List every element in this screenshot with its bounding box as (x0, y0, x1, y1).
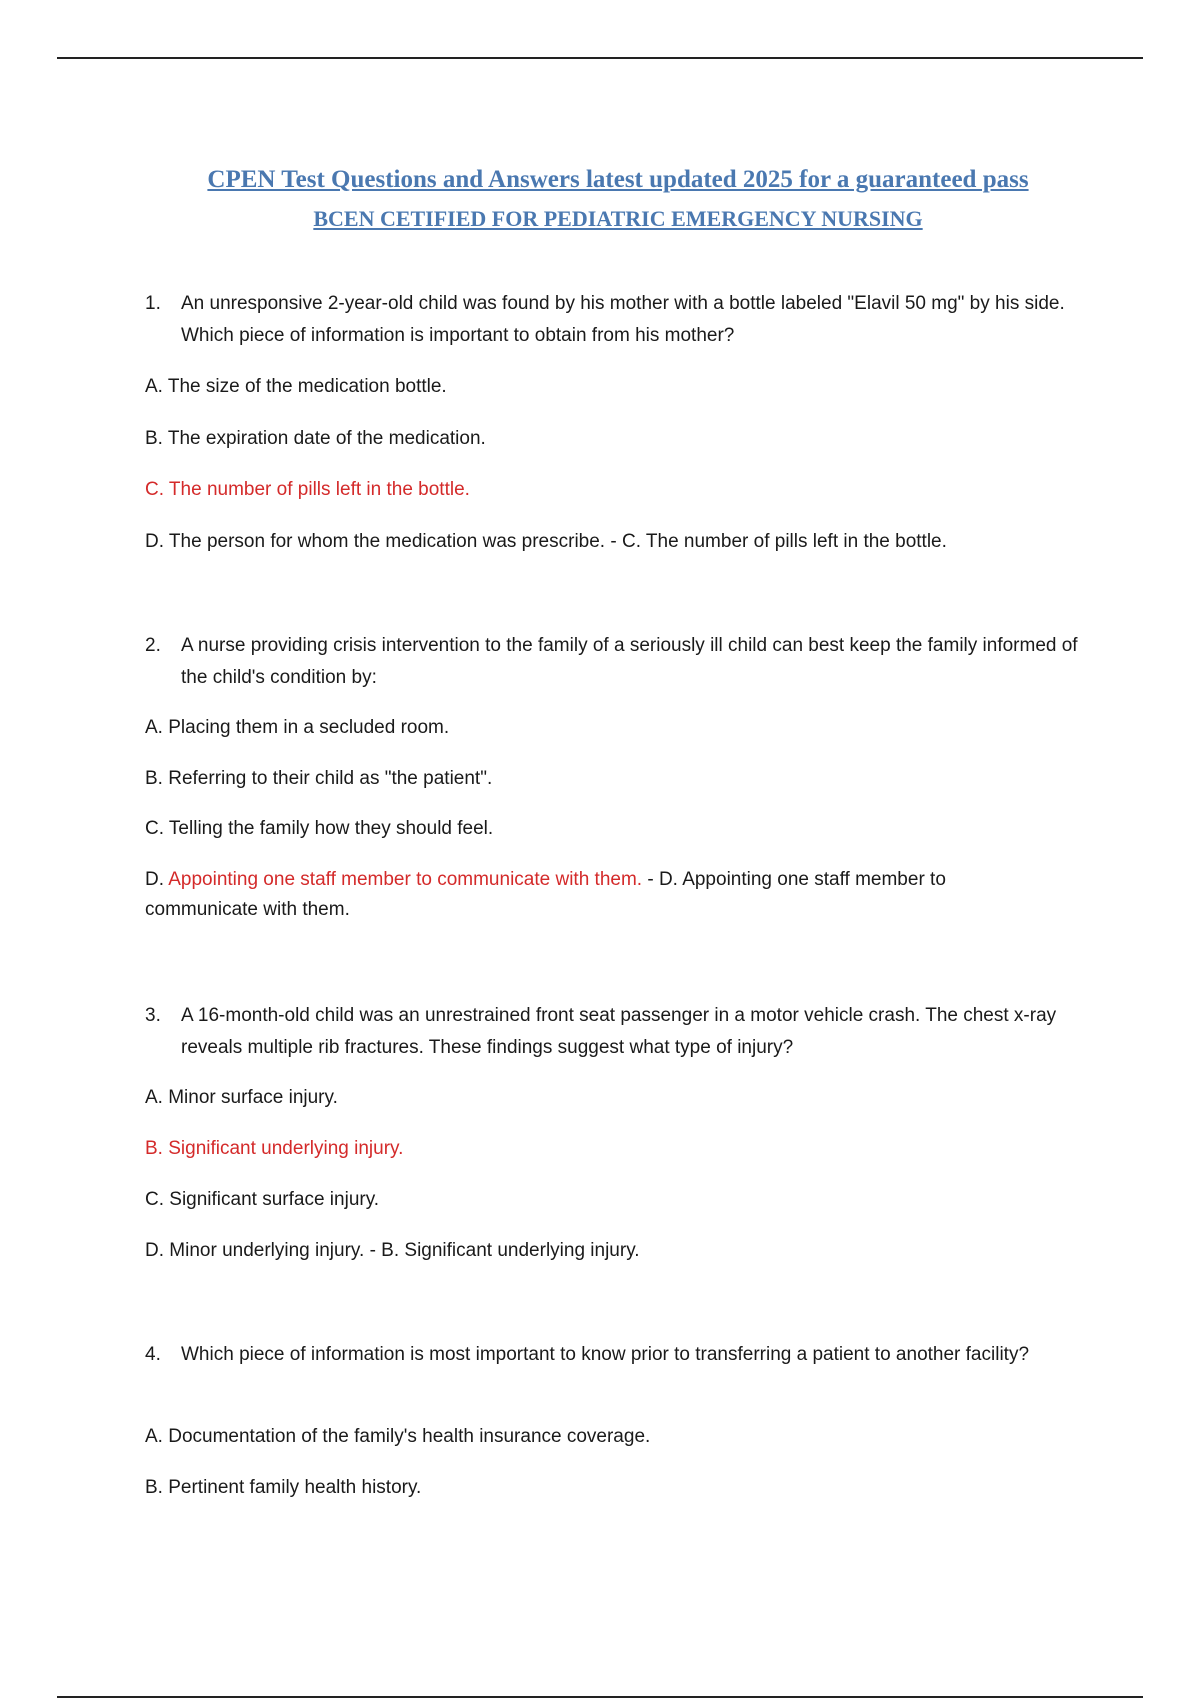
question-number: 4. (145, 1344, 161, 1365)
question-text: A nurse providing crisis intervention to the family of a seriously ill child can best keep the family informed of the child's condition by: (181, 635, 1078, 688)
question-number: 2. (145, 635, 161, 656)
question-2-stem (145, 630, 1085, 694)
question-4-stem (145, 1339, 1085, 1371)
question-2-option-c: C. Telling the family how they should feel. (145, 818, 494, 839)
question-3-stem (145, 1000, 1085, 1064)
option-d-correct-answer: Appointing one staff member to communicate with them. (168, 869, 643, 890)
question-3-option-c: C. Significant surface injury. (145, 1189, 380, 1210)
question-4-option-b: B. Pertinent family health history. (145, 1477, 422, 1498)
document-subtitle: BCEN CETIFIED FOR PEDIATRIC EMERGENCY NURSING (313, 206, 923, 231)
question-2-option-b: B. Referring to their child as "the patient". (145, 768, 493, 789)
question-4-option-a: A. Documentation of the family's health insurance coverage. (145, 1426, 651, 1447)
question-text: A 16-month-old child was an unrestrained front seat passenger in a motor vehicle crash. The chest x-ray reveals multiple rib fractures. These findings suggest what type of injury? (181, 1005, 1057, 1058)
question-1-option-a: A. The size of the medication bottle. (145, 376, 447, 397)
question-text: An unresponsive 2-year-old child was found by his mother with a bottle labeled "Elavil 50 mg" by his side. Which piece of information is important to obtain from his mother? (181, 293, 1065, 346)
question-number: 3. (145, 1005, 161, 1026)
question-number: 1. (145, 293, 161, 314)
question-3-option-a: A. Minor surface injury. (145, 1087, 338, 1108)
bottom-rule (57, 1696, 1143, 1698)
top-rule (57, 57, 1143, 59)
question-1-option-c-correct: C. The number of pills left in the bottle. (145, 479, 470, 500)
question-1-option-b: B. The expiration date of the medication. (145, 428, 486, 449)
document-title: CPEN Test Questions and Answers latest updated 2025 for a guaranteed pass (207, 166, 1029, 193)
question-1-option-d: D. The person for whom the medication was prescribe. - C. The number of pills left in the bottle. (145, 531, 947, 552)
option-d-prefix: D. (145, 869, 169, 890)
option-d-answer-key: - D. Appointing one staff member to communicate with them. (145, 869, 946, 920)
question-1-stem (145, 288, 1085, 352)
question-2-option-a: A. Placing them in a secluded room. (145, 717, 450, 738)
question-3-option-d: D. Minor underlying injury. - B. Significant underlying injury. (145, 1240, 640, 1261)
question-2-option-d (145, 865, 1045, 925)
question-3-option-b-correct: B. Significant underlying injury. (145, 1138, 404, 1159)
question-text: Which piece of information is most important to know prior to transferring a patient to another facility? (181, 1344, 1030, 1365)
